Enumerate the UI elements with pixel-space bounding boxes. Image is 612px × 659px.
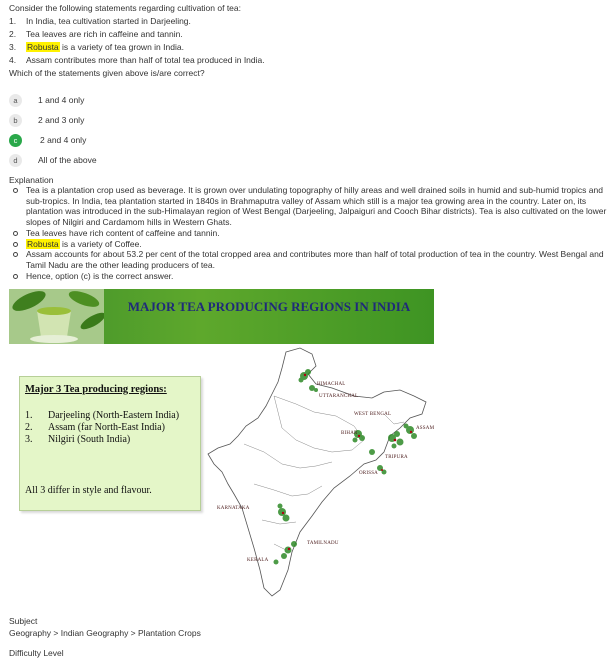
- explanation-list: [9, 185, 609, 281]
- option-text: 1 and 4 only: [38, 95, 85, 105]
- option-letter-badge: b: [9, 114, 22, 127]
- explanation-item: Assam accounts for about 53.2 per cent of the total cropped area and contributes more than half of total production of tea in the country. West Bengal and Tamil Nadu are the other leading producers of tea.: [9, 249, 609, 270]
- map-label-orissa: ORISSA: [359, 471, 378, 476]
- explanation-item: Robusta is a variety of Coffee.: [9, 239, 609, 250]
- explanation-item: Tea is a plantation crop used as beverage. It is grown over undulating topography of hilly areas and well drained soils in humid and sub-humid tropics and sub-tropics. In India, tea plantation started in 1840s in Brahmaputra valley of Assam which still is a major tea growing area in the country. Later on, its plantation was introduced in the sub-Himalayan region of West Bengal (Darjeeling, Jalpaiguri and Cooch Bihar districts). Tea is also cultivated on the lower slopes of Nilgiri and Cardamom hills in Western Ghats.: [9, 185, 609, 228]
- subject-heading: Subject: [9, 616, 38, 626]
- map-label-assam: ASSAM: [416, 426, 434, 431]
- tea-cup-icon: [9, 289, 104, 344]
- statement-3: 3. Robusta is a variety of tea grown in India.: [9, 42, 184, 52]
- map-label-bihar: BIHAR: [341, 431, 358, 436]
- figure-banner-title: MAJOR TEA PRODUCING REGIONS IN INDIA: [127, 299, 411, 314]
- option-text: All of the above: [38, 155, 97, 165]
- note-list: [25, 410, 200, 446]
- option-text: 2 and 4 only: [40, 135, 87, 145]
- statement-2: 2. Tea leaves are rich in caffeine and tannin.: [9, 29, 183, 39]
- option-letter-badge: d: [9, 154, 22, 167]
- note-title: Major 3 Tea producing regions:: [25, 384, 167, 395]
- statement-1: 1. In India, tea cultivation started in Darjeeling.: [9, 16, 191, 26]
- subject-path: Geography > Indian Geography > Plantation Crops: [9, 628, 201, 638]
- regions-note-card: [19, 376, 201, 511]
- question-intro: Consider the following statements regarding cultivation of tea:: [9, 3, 241, 13]
- note-item: 1. Darjeeling (North-Eastern India): [25, 410, 180, 421]
- figure-banner: [9, 289, 434, 344]
- option-text: 2 and 3 only: [38, 115, 85, 125]
- explanation-item: Hence, option (c) is the correct answer.: [9, 271, 609, 282]
- note-footer: All 3 differ in style and flavour.: [25, 485, 152, 496]
- note-item: 3. Nilgiri (South India): [25, 434, 131, 445]
- statement-4: 4. Assam contributes more than half of total tea produced in India.: [9, 55, 265, 65]
- map-label-tripura: TRIPURA: [385, 455, 408, 460]
- question-prompt: Which of the statements given above is/are correct?: [9, 68, 205, 78]
- highlighted-term: Robusta: [27, 238, 59, 249]
- subject-section: [9, 615, 309, 639]
- option-letter-badge: a: [9, 94, 22, 107]
- map-label-karnataka: KARNATAKA: [217, 506, 250, 511]
- map-label-west-bengal: WEST BENGAL: [354, 412, 392, 417]
- highlighted-term: Robusta: [27, 42, 59, 52]
- difficulty-section: [9, 647, 309, 659]
- map-label-tamil-nadu: TAMILNADU: [307, 541, 339, 546]
- note-item: 2. Assam (far North-East India): [25, 422, 165, 433]
- explanation-item: Tea leaves have rich content of caffeine and tannin.: [9, 228, 609, 239]
- difficulty-heading: Difficulty Level: [9, 648, 64, 658]
- map-label-kerala: KERALA: [247, 558, 269, 563]
- option-letter-badge-correct: c: [9, 134, 22, 147]
- explanation-heading: Explanation: [9, 175, 54, 185]
- india-tea-map: [204, 344, 434, 606]
- map-label-uttaranchal: UTTARANCHAL: [319, 394, 359, 399]
- question-stem: [9, 2, 599, 80]
- tea-regions-figure: [9, 289, 434, 606]
- map-label-himachal: HIMACHAL: [317, 382, 346, 387]
